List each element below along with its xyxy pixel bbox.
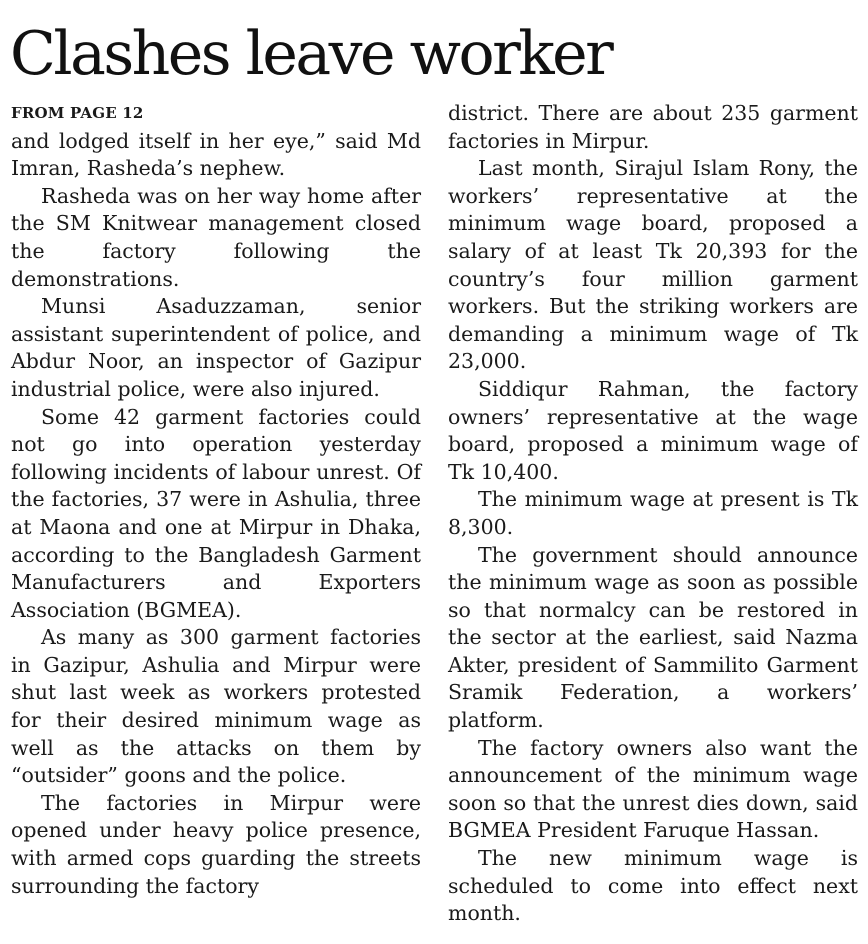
paragraph: Munsi Asaduzzaman, senior assistant superintendent of police, and Abdur Noor, an inspector of Gazipur industrial police, were also injured. [11, 294, 421, 401]
paragraph: district. There are about 235 garment factories in Mirpur. [448, 101, 858, 153]
paragraph: The government should announce the minimum wage as soon as possible so that normalcy can be restored in the sector at the earliest, said Nazma Akter, president of Sammilito Garment Sramik Federation, a workers’ platform. [448, 542, 858, 733]
paragraph: The factories in Mirpur were opened under heavy police presence, with armed cops guarding the streets surrounding the factory [11, 790, 421, 898]
paragraph: and lodged itself in her eye,” said Md Imran, Rasheda’s nephew. [11, 128, 421, 181]
paragraph: The factory owners also want the announcement of the minimum wage soon so that the unrest dies down, said BGMEA President Faruque Hassan. [448, 735, 858, 843]
paragraph: The minimum wage at present is Tk 8,300. [448, 487, 858, 539]
paragraph: Last month, Sirajul Islam Rony, the workers’ representative at the minimum wage board, proposed a salary of at least Tk 20,393 for the country’s four million garment workers. But the striking workers are demanding a minimum wage of Tk 23,000. [448, 156, 858, 374]
article-column-left [11, 100, 421, 900]
paragraph: Siddiqur Rahman, the factory owners’ representative at the wage board, proposed a minimum wage of Tk 10,400. [448, 376, 858, 484]
paragraph: As many as 300 garment factories in Gazipur, Ashulia and Mirpur were shut last week as workers protested for their desired minimum wage as well as the attacks on them by “outsider” goons and the police. [11, 625, 421, 788]
paragraph: The new minimum wage is scheduled to come into effect next month. [448, 846, 858, 926]
paragraph: Some 42 garment factories could not go into operation yesterday following incidents of labour unrest. Of the factories, 37 were in Ashulia, three at Maona and one at Mirpur in Dhaka, according to the Bangladesh Garment Manufacturers and Exporters Association (BGMEA). [11, 404, 421, 622]
continued-from-kicker: FROM PAGE 12 [11, 104, 144, 122]
paragraph: Rasheda was on her way home after the SM Knitwear management closed the factory following the demonstrations. [11, 183, 421, 291]
article-column-right [448, 100, 858, 928]
headline: Clashes leave worker [10, 19, 612, 89]
